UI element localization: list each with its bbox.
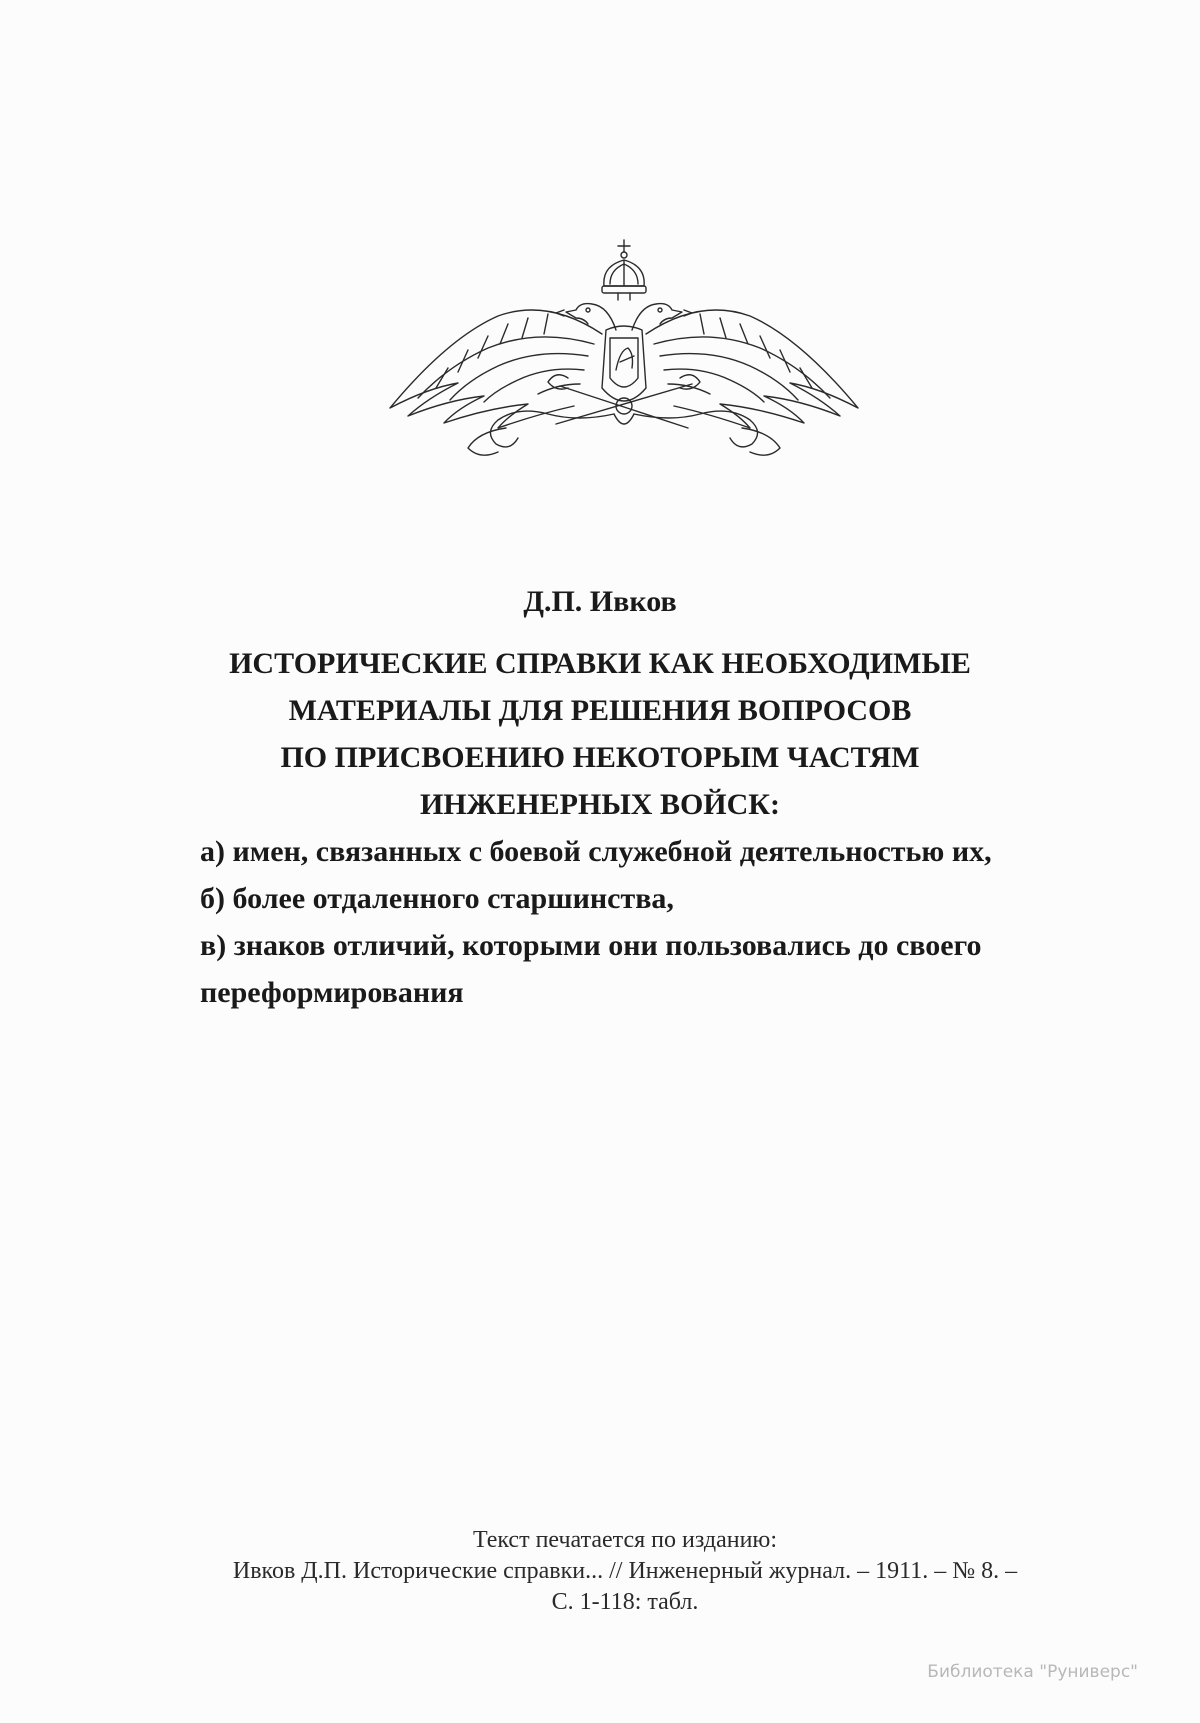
title-line: ИНЖЕНЕРНЫХ ВОЙСК: [419, 788, 781, 821]
document-title [150, 640, 1050, 828]
library-watermark: Библиотека "Руниверс" [927, 1662, 1138, 1682]
author-name: Д.П. Ивков [523, 585, 677, 618]
source-line: С. 1-118: табл. [551, 1589, 699, 1615]
right-eagle-head [632, 304, 692, 330]
subtitle-item: в) знаков отличий, которыми они пользовались до своего [200, 929, 982, 962]
title-line: ИСТОРИЧЕСКИЕ СПРАВКИ КАК НЕОБХОДИМЫЕ [229, 647, 971, 680]
subtitle-items [200, 828, 1080, 1016]
eagle-body-shield [602, 326, 646, 401]
ribbon [468, 411, 780, 455]
source-line: Ивков Д.П. Исторические справки... // Инженерный журнал. – 1911. – № 8. – [232, 1558, 1018, 1584]
subtitle-item: б) более отдаленного старшинства, [200, 882, 674, 915]
double-headed-eagle-icon [388, 238, 868, 483]
source-citation [0, 1525, 1200, 1618]
left-eagle-head [556, 304, 616, 330]
subtitle-item: а) имен, связанных с боевой служебной деятельностью их, [200, 835, 992, 868]
source-line: Текст печатается по изданию: [472, 1527, 778, 1553]
right-wing [646, 310, 858, 428]
crown-icon [602, 240, 646, 300]
title-line: МАТЕРИАЛЫ ДЛЯ РЕШЕНИЯ ВОПРОСОВ [288, 694, 912, 727]
subtitle-item: переформирования [200, 976, 464, 1009]
left-wing [390, 310, 602, 428]
title-line: ПО ПРИСВОЕНИЮ НЕКОТОРЫМ ЧАСТЯМ [280, 741, 920, 774]
